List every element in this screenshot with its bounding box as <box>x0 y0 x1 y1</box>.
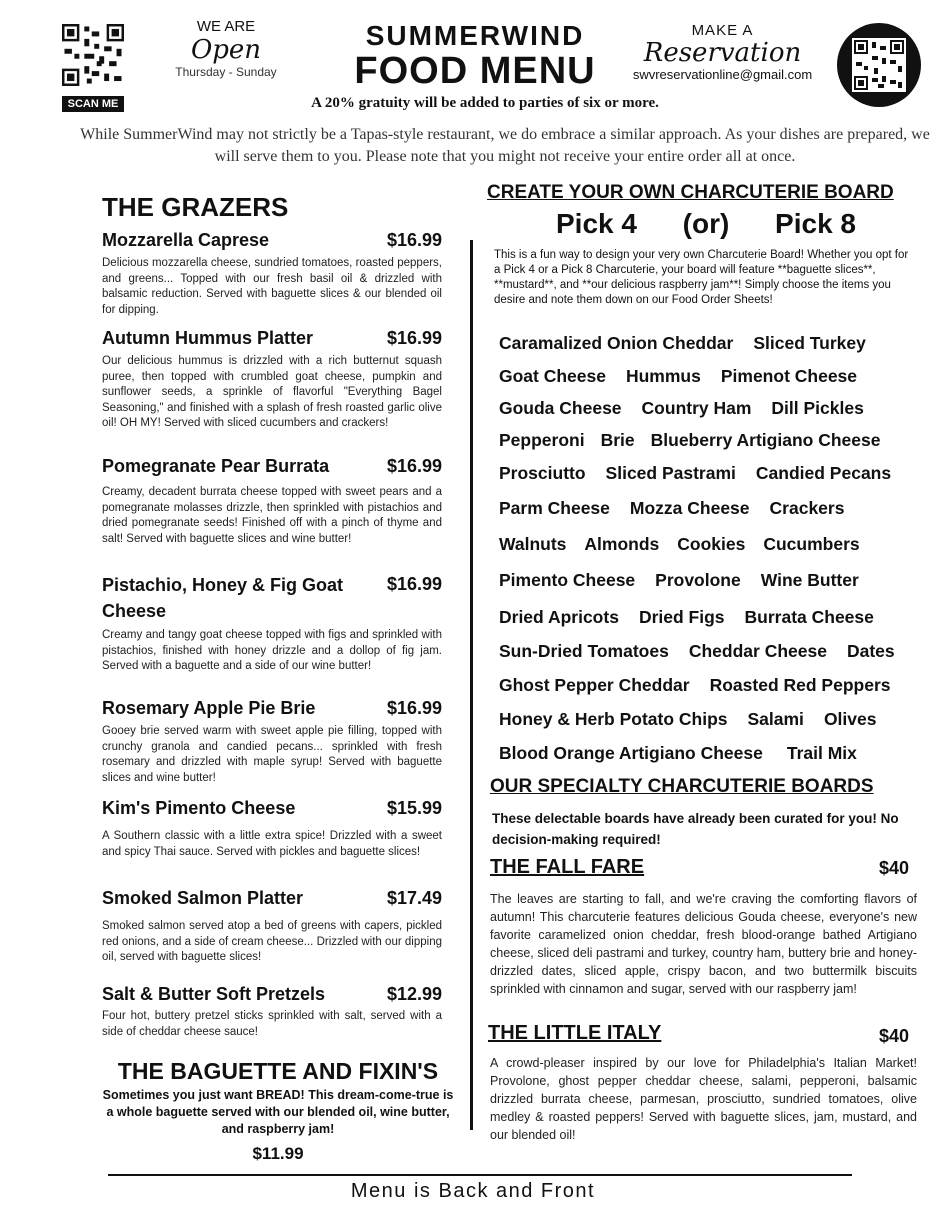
charcuterie-item: Ghost Pepper Cheddar <box>499 675 690 695</box>
pick-4-label: Pick 4 <box>556 208 637 239</box>
charcuterie-item: Cucumbers <box>763 534 860 554</box>
title-line1: SUMMERWIND <box>365 20 585 51</box>
item-price: $16.99 <box>386 698 442 718</box>
item-description: Our delicious hummus is drizzled with a rich butternut squash puree, then topped with crumbled goat cheese, pumpkin and sunflower seeds, a sprinkle of flavorful "Everything Bagel Seasoning," and finished with a splash of fresh roasted garlic olive oil! OH MY! Served with sliced cucumbers and crackers! <box>102 355 442 429</box>
qr-code-left <box>62 24 124 86</box>
board-price: $40 <box>878 858 909 878</box>
reserve-top-text: MAKE A <box>691 22 754 39</box>
charcuterie-item-grid <box>499 333 929 777</box>
open-top-text: WE ARE <box>196 18 256 35</box>
charcuterie-item: Caramalized Onion Cheddar <box>499 333 734 353</box>
specialty-board <box>488 1022 917 1144</box>
open-days-text: Thursday - Sunday <box>175 65 277 79</box>
charcuterie-item: Candied Pecans <box>755 463 892 483</box>
menu-item <box>102 230 442 318</box>
charcuterie-row <box>499 398 929 430</box>
charcuterie-item: Sliced Turkey <box>753 333 866 353</box>
charcuterie-item: Dill Pickles <box>771 398 864 418</box>
specialty-board <box>490 856 917 998</box>
item-description: Four hot, buttery pretzel sticks sprinkled with salt, served with a side of cheddar cheese sauce! <box>102 1010 442 1038</box>
charcuterie-item: Hummus <box>625 366 701 386</box>
item-name: Kim's Pimento Cheese <box>102 798 296 818</box>
charcuterie-item: Brie <box>600 430 635 450</box>
item-description: A Southern classic with a little extra spice! Drizzled with a sweet and spicy Thai sauce. Served with pickles and baguette slices! <box>102 830 442 858</box>
charcuterie-item: Burrata Cheese <box>744 607 874 627</box>
charcuterie-item: Blood Orange Artigiano Cheese <box>499 743 763 763</box>
item-description: Creamy and tangy goat cheese topped with figs and sprinkled with pistachios, finished with honey drizzle and a dollop of fig jam. Served with a baguette and a side of our wine butter! <box>102 629 442 672</box>
item-name: Salt & Butter Soft Pretzels <box>102 984 326 1004</box>
charcuterie-item: Dried Apricots <box>499 607 619 627</box>
qr-code-right <box>836 22 922 108</box>
charcuterie-item: Wine Butter <box>760 570 859 590</box>
item-price: $12.99 <box>386 984 442 1004</box>
item-name: Pomegranate Pear Burrata <box>102 456 330 476</box>
charcuterie-description: This is a fun way to design your very own Charcuterie Board! Whether you opt for a Pick 4 or a Pick 8 Charcuterie, your board will feature **baguette slices**, **mustard**, and **our delicious raspberry jam**! Simply choose the items you desire and note them down on our Food Order Sheets! <box>494 249 909 306</box>
board-price: $40 <box>878 1026 909 1046</box>
charcuterie-item: Pimento Cheese <box>499 570 636 590</box>
charcuterie-row <box>499 498 929 534</box>
column-divider <box>470 240 473 1130</box>
charcuterie-item: Cookies <box>677 534 746 554</box>
footer-divider <box>108 1174 852 1176</box>
baguette-section <box>100 1058 456 1164</box>
charcuterie-item: Pepperoni <box>499 430 585 450</box>
menu-item <box>102 888 442 966</box>
specialty-heading: OUR SPECIALTY CHARCUTERIE BOARDS <box>490 776 874 797</box>
charcuterie-row <box>499 366 929 398</box>
charcuterie-row <box>499 709 929 743</box>
item-price: $16.99 <box>386 574 442 594</box>
menu-item <box>102 698 442 786</box>
item-name: Rosemary Apple Pie Brie <box>102 698 316 718</box>
charcuterie-item: Sun-Dried Tomatoes <box>499 641 669 661</box>
item-price: $17.49 <box>386 888 442 908</box>
or-label: (or) <box>682 208 730 239</box>
charcuterie-item: Dried Figs <box>638 607 725 627</box>
charcuterie-row <box>499 430 929 463</box>
menu-item <box>102 328 442 432</box>
charcuterie-item: Roasted Red Peppers <box>709 675 891 695</box>
item-description: Delicious mozzarella cheese, sundried tomatoes, roasted peppers, and greens... Topped with our fresh basil oil & drizzled with balsamic reduction. Served with baguette slices & our blended oil for dipping. <box>102 257 442 316</box>
charcuterie-item: Trail Mix <box>786 743 857 763</box>
charcuterie-item: Honey & Herb Potato Chips <box>499 709 728 729</box>
item-name: Pistachio, Honey & Fig Goat Cheese <box>102 575 344 621</box>
charcuterie-item: Sliced Pastrami <box>605 463 736 483</box>
charcuterie-heading: CREATE YOUR OWN CHARCUTERIE BOARD <box>487 182 894 203</box>
charcuterie-row <box>499 463 929 498</box>
intro-paragraph: While SummerWind may not strictly be a Tapas-style restaurant, we do embrace a similar approach. As your dishes are prepared, we will serve them to you. Please note that you might not receive your entire order all at once. <box>80 126 930 165</box>
reserve-script-text: Reservation <box>643 38 802 68</box>
charcuterie-item: Olives <box>823 709 877 729</box>
baguette-description: Sometimes you just want BREAD! This dream-come-true is a whole baguette served with our blended oil, wine butter, and raspberry jam! <box>102 1088 454 1136</box>
menu-item <box>102 456 442 547</box>
open-block <box>170 18 282 79</box>
reservation-email[interactable]: swvreservationline@gmail.com <box>632 67 813 82</box>
charcuterie-item: Cheddar Cheese <box>688 641 827 661</box>
item-price: $16.99 <box>386 328 442 348</box>
item-price: $16.99 <box>386 456 442 476</box>
item-name: Smoked Salmon Platter <box>102 888 304 908</box>
board-description: A crowd-pleaser inspired by our love for Philadelphia's Italian Market! Provolone, ghost pepper cheddar cheese, salami, pepperoni, balsamic drizzled burrata cheese, parmesan, prosciutto, sundried tomatoes, olive medley & roasted peppers! Served with baguette slices, jam, mustard, and our blended oil! <box>490 1056 917 1142</box>
item-price: $15.99 <box>386 798 442 818</box>
charcuterie-item: Goat Cheese <box>499 366 606 386</box>
charcuterie-item: Parm Cheese <box>499 498 610 518</box>
board-description: The leaves are starting to fall, and we're craving the comforting flavors of autumn! This charcuterie features delicious Gouda cheese, everyone's new favorite caramelized onion cheddar, fresh blood-orange bathed Artigiano cheese, sliced deli pastrami and turkey, country ham, buttery brie and honey-drizzled dates, sliced apple, crispy bacon, and two buttermilk biscuits sprinkled with cinnamon and sugar, served with our raspberry jam! <box>490 892 917 996</box>
item-description: Gooey brie served warm with sweet apple pie filling, topped with crunchy granola and candied pecans... sprinkled with fresh rosemary and drizzled with maple syrup! Served with baguette slices and wine butter! <box>102 725 442 784</box>
charcuterie-row <box>499 641 929 675</box>
charcuterie-item: Country Ham <box>641 398 752 418</box>
charcuterie-item: Almonds <box>584 534 660 554</box>
charcuterie-item: Dates <box>846 641 895 661</box>
charcuterie-row <box>499 570 929 607</box>
item-description: Creamy, decadent burrata cheese topped with sweet pears and a pomegranate molasses drizzle, then sprinkled with pistachios and dried pomegranate seeds! Finished off with a pinch of thyme and salt! Served with baguette slices and wine butter! <box>102 486 442 545</box>
charcuterie-item: Salami <box>747 709 804 729</box>
baguette-price: $11.99 <box>252 1144 304 1163</box>
menu-item <box>102 984 442 1040</box>
charcuterie-row <box>499 534 929 570</box>
specialty-subtitle: These delectable boards have already been curated for you! No decision-making required! <box>492 811 899 847</box>
item-description: Smoked salmon served atop a bed of greens with capers, pickled red onions, and a side of cream cheese... Drizzled with our dipping oil, served with baguette slices! <box>102 920 442 963</box>
board-name: THE FALL FARE <box>490 856 645 878</box>
charcuterie-row <box>499 333 929 366</box>
charcuterie-item: Gouda Cheese <box>499 398 622 418</box>
charcuterie-item: Blueberry Artigiano Cheese <box>650 430 881 450</box>
gratuity-note: A 20% gratuity will be added to parties of six or more. <box>311 95 659 111</box>
item-price: $16.99 <box>386 230 442 250</box>
charcuterie-row <box>499 743 929 777</box>
grazers-heading: THE GRAZERS <box>102 192 289 222</box>
reservation-block <box>620 22 825 82</box>
scan-me-badge: SCAN ME <box>62 96 124 112</box>
pick-options <box>556 208 856 240</box>
charcuterie-item: Walnuts <box>499 534 567 554</box>
charcuterie-item: Pimenot Cheese <box>720 366 858 386</box>
item-name: Mozzarella Caprese <box>102 230 270 250</box>
charcuterie-row <box>499 607 929 641</box>
title-line2: FOOD MENU <box>354 50 596 92</box>
charcuterie-item: Mozza Cheese <box>629 498 750 518</box>
baguette-heading: THE BAGUETTE AND FIXIN'S <box>117 1058 439 1084</box>
footer-note: Menu is Back and Front <box>350 1180 596 1202</box>
menu-item <box>102 798 442 860</box>
charcuterie-item: Prosciutto <box>499 463 586 483</box>
item-name: Autumn Hummus Platter <box>102 328 314 348</box>
charcuterie-item: Crackers <box>769 498 845 518</box>
menu-item <box>102 572 442 675</box>
charcuterie-item: Provolone <box>655 570 741 590</box>
open-script-text: Open <box>190 35 262 65</box>
pick-8-label: Pick 8 <box>775 208 856 239</box>
charcuterie-row <box>499 675 929 709</box>
board-name: THE LITTLE ITALY <box>488 1022 662 1044</box>
